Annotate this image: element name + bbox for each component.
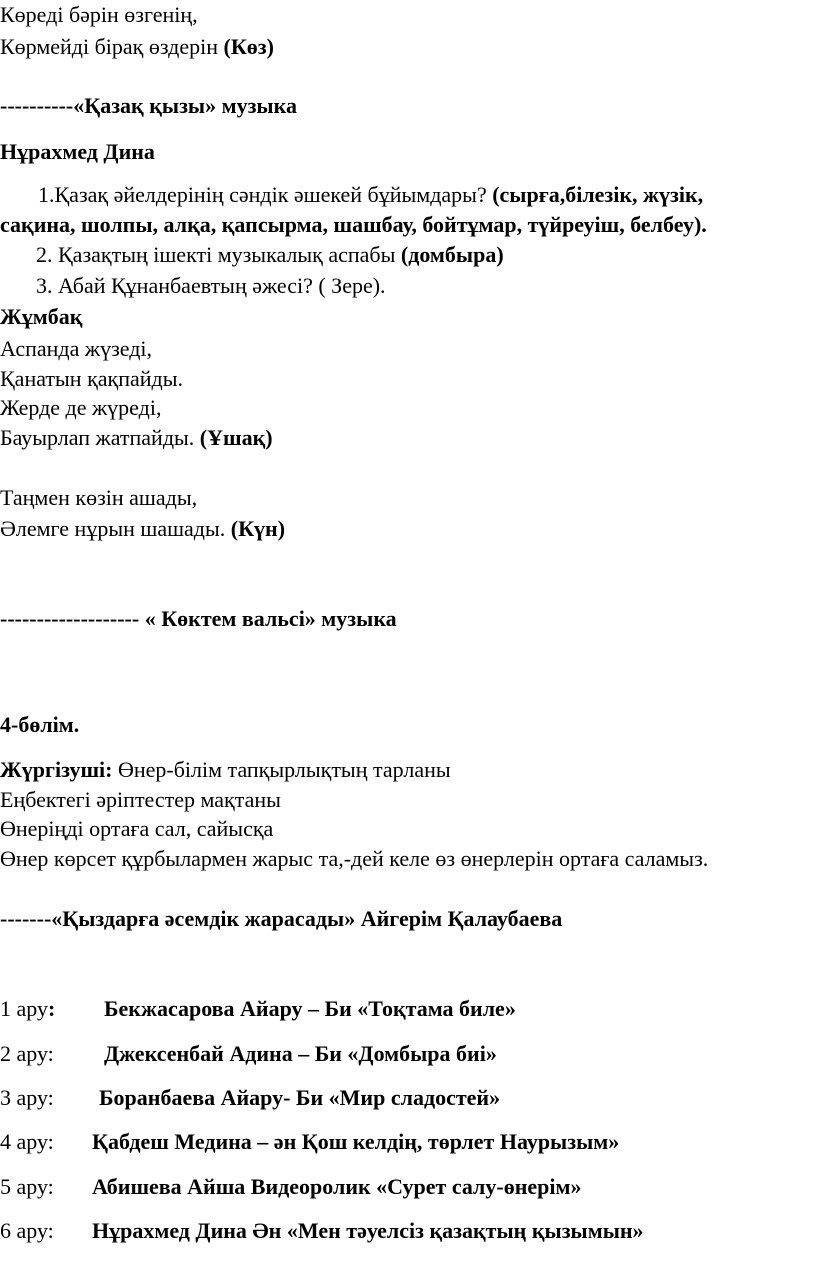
section-heading xyxy=(0,712,79,738)
contestant-row xyxy=(0,1085,501,1111)
music-cue-2 xyxy=(0,606,397,632)
host-label: Жүргізуші: xyxy=(0,757,118,782)
contestant-detail: Боранбаева Айару- Би «Мир сладостей» xyxy=(99,1085,501,1110)
contestant-label-colon: : xyxy=(47,996,56,1021)
question-3 xyxy=(36,273,386,299)
riddle2-line2 xyxy=(0,516,285,542)
contestant-detail: Абишева Айша Видеоролик «Сурет салу-өнерім» xyxy=(92,1174,582,1199)
section-heading-text: 4-бөлім. xyxy=(0,712,80,737)
poem1-answer: (Көз) xyxy=(223,34,274,59)
question-1-text: 1.Қазақ әйелдерінің сәндік әшекей бұйымдары? xyxy=(38,182,493,207)
poem1-line2 xyxy=(0,34,274,60)
contestant-row xyxy=(0,1129,620,1155)
host-line3: Өнеріңді ортаға сал, сайысқа xyxy=(0,816,274,841)
poem1-line1: Көреді бәрін өзгенің, xyxy=(0,2,198,27)
riddle1-line1: Аспанда жүзеді, xyxy=(0,336,153,361)
contestant-detail: Нұрахмед Дина Ән «Мен тәуелсіз қазақтың қызымын» xyxy=(92,1218,644,1243)
contestant-label: 4 ару: xyxy=(0,1129,54,1154)
contestant-row xyxy=(0,1174,582,1200)
question-2-text: Қазақтың ішекті музыкалық аспабы xyxy=(52,242,401,267)
host-line2: Еңбектегі әріптестер мақтаны xyxy=(0,787,281,812)
riddle2-line1: Таңмен көзін ашады, xyxy=(0,485,198,510)
riddle2-answer: (Күн) xyxy=(230,516,286,541)
contestant-detail: Джексенбай Адина – Би «Домбыра биі» xyxy=(104,1041,497,1066)
contestant-label: 1 ару xyxy=(0,996,48,1021)
question-1-answer: (сырға,білезік, жүзік, xyxy=(492,182,704,207)
riddle-heading-text: Жұмбақ xyxy=(0,304,83,329)
riddle1-line4-text: Бауырлап жатпайды. xyxy=(0,425,200,450)
host-line1 xyxy=(0,757,451,783)
question-3-text: Абай Құнанбаевтың әжесі? ( Зере). xyxy=(52,273,386,298)
contestant-label: 5 ару: xyxy=(0,1174,54,1199)
riddle1-line3: Жерде де жүреді, xyxy=(0,395,162,420)
question-1 xyxy=(38,182,703,208)
contestant-row xyxy=(0,996,516,1022)
contestant-label: 2 ару: xyxy=(0,1041,54,1066)
performer-name xyxy=(0,139,155,165)
question-1-answer-cont-text: сақина, шолпы, алқа, қапсырма, шашбау, бойтұмар, түйреуіш, белбеу). xyxy=(0,212,707,237)
question-3-num: 3. xyxy=(36,273,53,298)
music-cue-1-text: ----------«Қазақ қызы» музыка xyxy=(0,93,297,118)
contestant-label: 3 ару: xyxy=(0,1085,54,1110)
question-2 xyxy=(36,242,504,268)
song-cue xyxy=(0,906,562,932)
contestant-row xyxy=(0,1041,497,1067)
riddle2-line2-text: Әлемге нұрын шашады. xyxy=(0,516,231,541)
question-2-num: 2. xyxy=(36,242,53,267)
question-2-answer: (домбыра) xyxy=(400,242,504,267)
host-line1-text: Өнер-білім тапқырлықтың тарланы xyxy=(117,757,451,782)
poem1-line2-text: Көрмейді бірақ өздерін xyxy=(0,34,224,59)
contestant-label: 6 ару: xyxy=(0,1218,54,1243)
performer-name-text: Нұрахмед Дина xyxy=(0,139,155,164)
contestant-row xyxy=(0,1218,644,1244)
riddle1-line4 xyxy=(0,425,273,451)
riddle1-answer: (Ұшақ) xyxy=(199,425,273,450)
contestant-detail: Бекжасарова Айару – Би «Тоқтама биле» xyxy=(104,996,516,1021)
song-cue-text: -------«Қыздарға әсемдік жарасады» Айгерім Қалаубаева xyxy=(0,906,563,931)
host-line4: Өнер көрсет құрбылармен жарыс та,-дей келе өз өнерлерін ортаға саламыз. xyxy=(0,846,709,871)
music-cue-1 xyxy=(0,93,297,119)
riddle-heading xyxy=(0,304,82,330)
contestant-detail: Қабдеш Медина – ән Қош келдің, төрлет Наурызым» xyxy=(92,1129,620,1154)
music-cue-2-text: ------------------- « Көктем вальсі» музыка xyxy=(0,606,397,631)
question-1-answer-cont xyxy=(0,212,707,238)
riddle1-line2: Қанатын қақпайды. xyxy=(0,366,184,391)
